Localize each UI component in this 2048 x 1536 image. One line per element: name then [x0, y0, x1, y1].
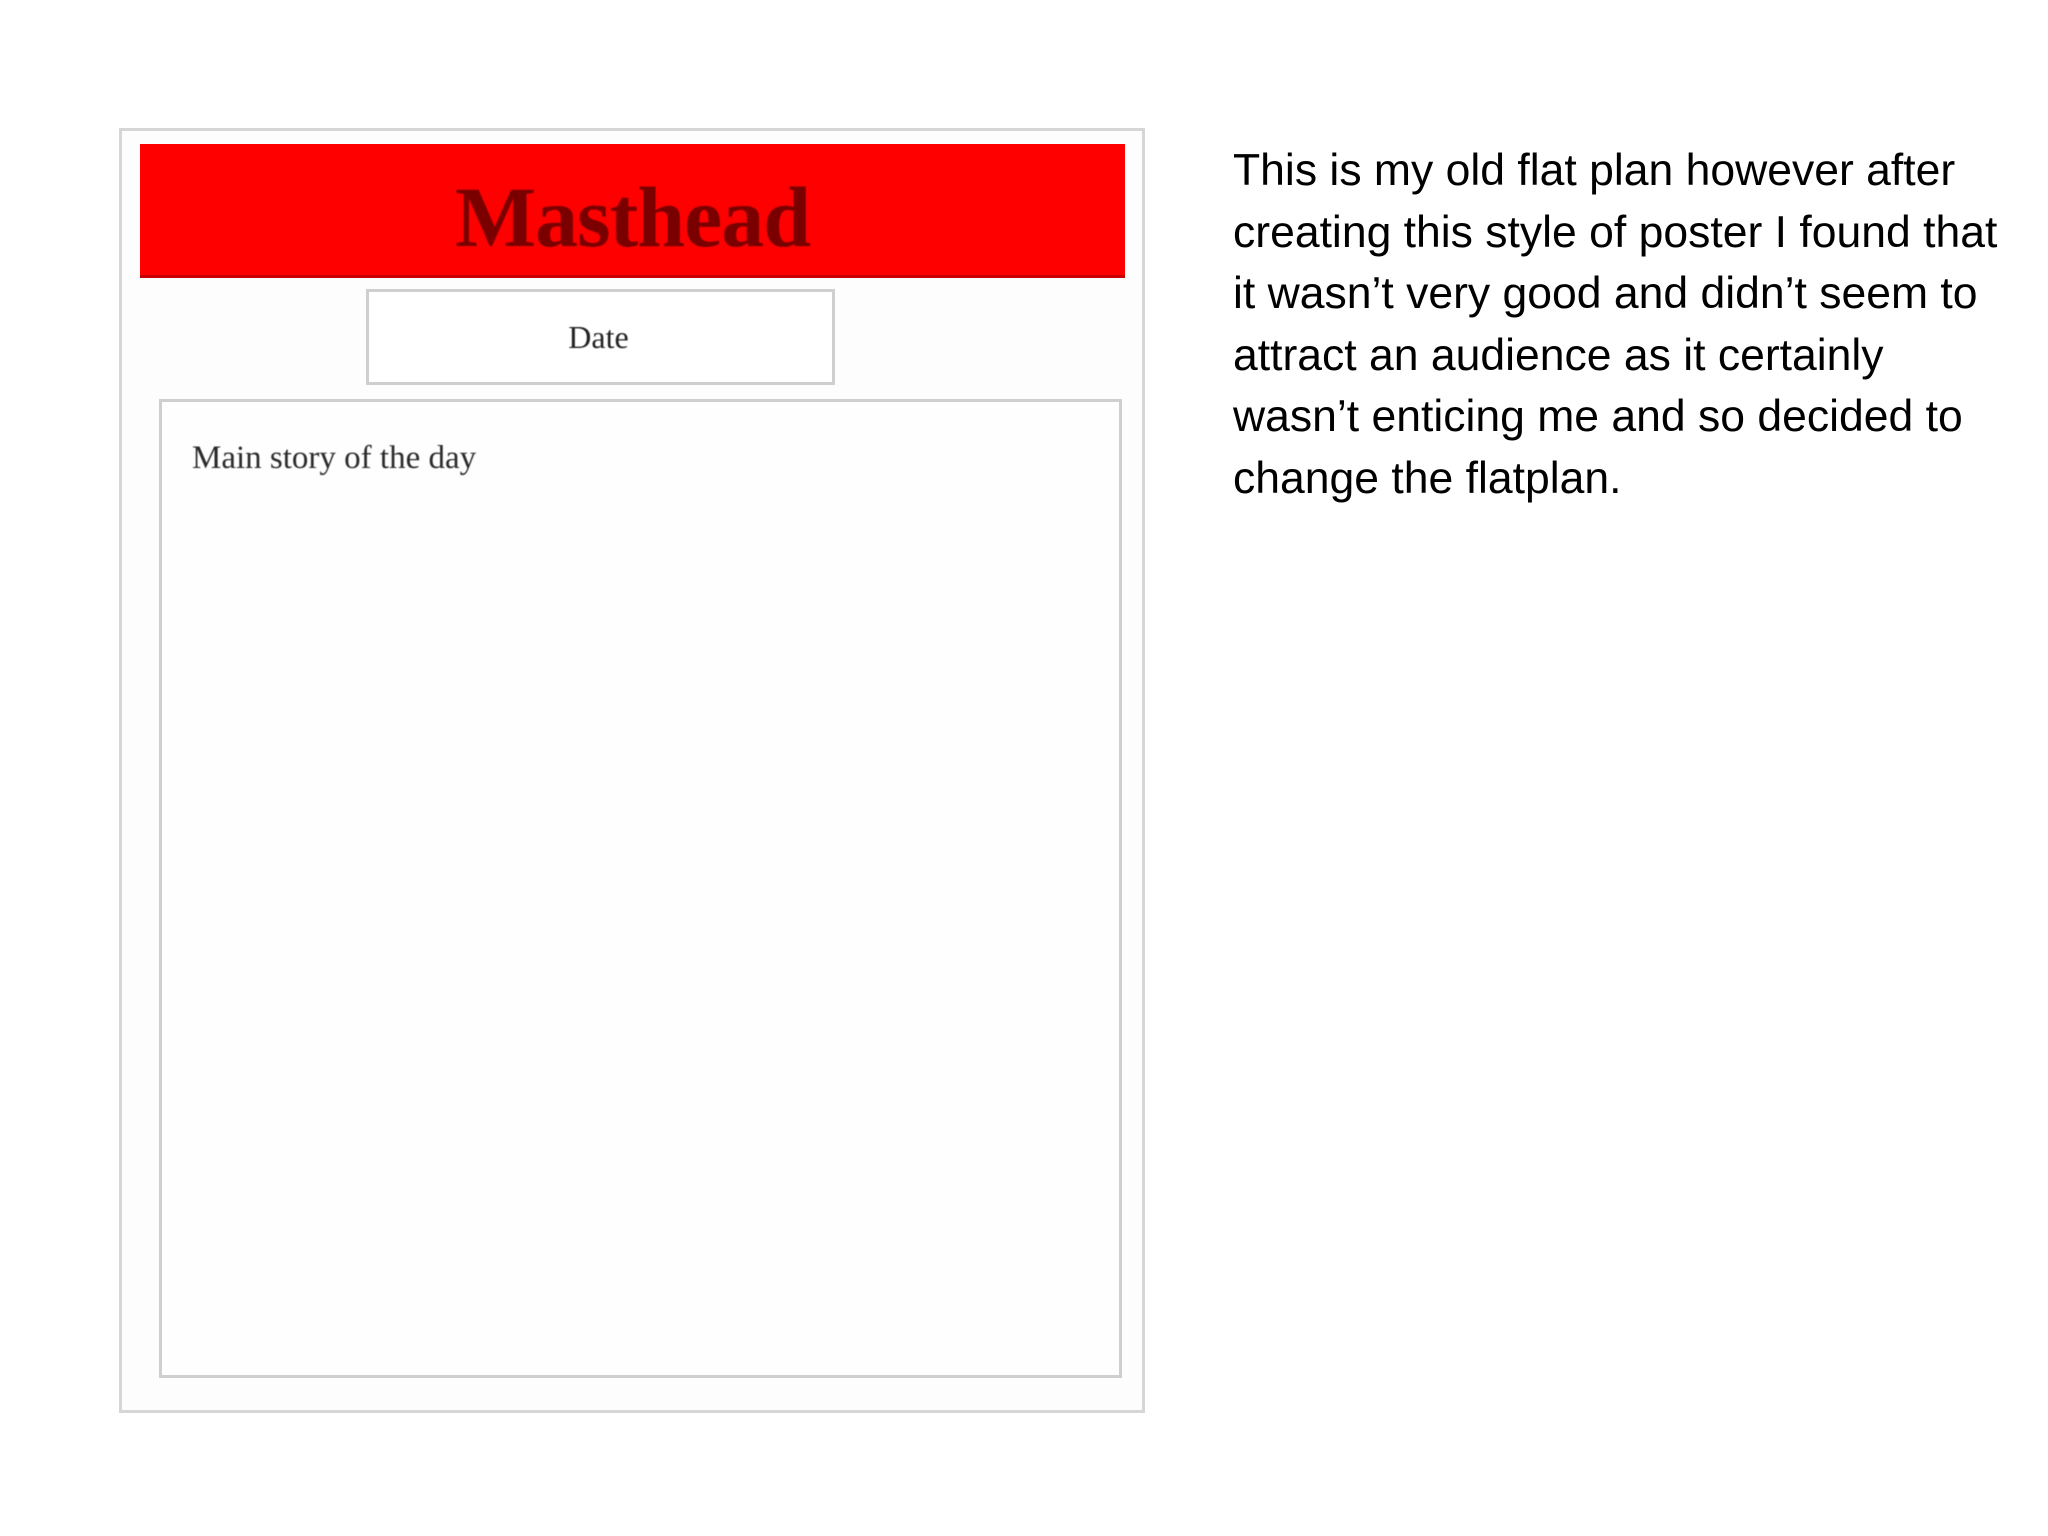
main-story-block: [159, 399, 1122, 1378]
date-label: Date: [568, 318, 629, 355]
description-text: This is my old flat plan however after creating this style of poster I found that it wasn’t very good and didn’t seem to attract an audience as it certainly wasn’t enticing me and so decided to change the flatplan.: [1233, 146, 1998, 503]
masthead-label: Masthead: [454, 168, 811, 265]
masthead-block: [140, 144, 1125, 278]
date-block: [366, 289, 835, 385]
main-story-label: Main story of the day: [192, 440, 477, 476]
flatplan-image: [119, 128, 1145, 1413]
